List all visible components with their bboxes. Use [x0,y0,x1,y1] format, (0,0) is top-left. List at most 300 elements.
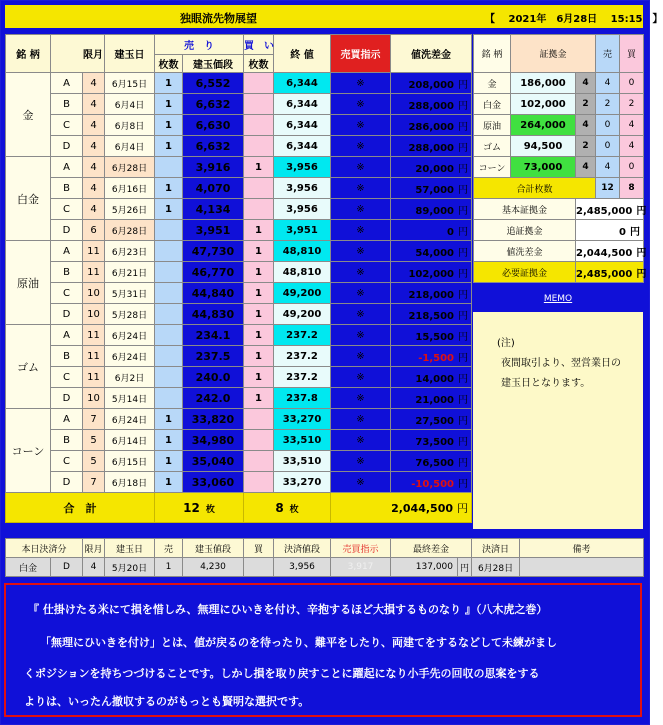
contract-month: 5 [83,430,105,451]
entry-price: 4,134 [183,199,244,220]
sell-qty [155,262,183,283]
buy-qty: 1 [244,157,274,178]
memo-panel [473,312,643,529]
table-row [6,220,472,241]
side-count-label: 合計枚数 [474,178,596,199]
sell-qty [155,283,183,304]
col-buy-qty: 枚数 [244,55,274,73]
close-price: 6,344 [274,94,331,115]
col-signal: 売買指示 [331,35,391,73]
entry-date: 6月28日 [105,220,155,241]
close-price: 33,270 [274,409,331,430]
entry-price: 242.0 [183,388,244,409]
settle-col-date: 決済日 [472,539,520,558]
entry-date: 6月8日 [105,115,155,136]
memo-line-1: 夜間取引より、翌営業日の [501,358,621,369]
buy-qty: 1 [244,346,274,367]
entry-price: 33,060 [183,472,244,493]
yen-unit: 円 [458,436,468,448]
trade-signal: ※ [331,304,391,325]
side-brand: 金 [474,73,511,94]
buy-qty: 1 [244,241,274,262]
table-row [6,304,472,325]
contract-month: 11 [83,241,105,262]
side-brand: ゴム [474,136,511,157]
trade-signal: ※ [331,136,391,157]
side-qty: 2 [576,136,596,157]
side-col-margin: 証拠金 [511,35,596,73]
col-sell-qty: 枚数 [155,55,183,73]
side-diff-row [474,241,644,262]
side-row [474,115,644,136]
sell-qty [155,220,183,241]
pl-cell [391,304,472,325]
slot-label: C [51,367,83,388]
side-need-label: 必要証拠金 [474,262,576,283]
sell-qty [155,346,183,367]
entry-price: 34,980 [183,430,244,451]
table-row [6,157,472,178]
buy-qty: 1 [244,367,274,388]
pl-value: 57,000 [415,184,454,196]
entry-date: 5月26日 [105,199,155,220]
close-price: 49,200 [274,304,331,325]
sell-qty: 1 [155,94,183,115]
buy-qty [244,199,274,220]
settle-col-buy: 買 [244,539,274,558]
table-row [6,136,472,157]
quote-line-1: 『 仕掛けたる米にて損を惜しみ、無理にひいきを付け、辛抱するほど大損するものなり 』（八木虎之巻） [28,603,548,616]
buy-qty [244,409,274,430]
settle-close: 3,956 [274,558,331,577]
pl-cell [391,199,472,220]
yen-unit: 円 [458,226,468,238]
table-row [6,178,472,199]
pl-cell [391,388,472,409]
pl-value: 76,500 [415,457,454,469]
side-sell: 2 [596,94,620,115]
side-sell: 0 [596,136,620,157]
trade-signal: ※ [331,157,391,178]
settle-buy-qty [244,558,274,577]
buy-qty [244,430,274,451]
yen-unit: 円 [458,184,468,196]
close-price: 3,956 [274,199,331,220]
entry-date: 6月4日 [105,94,155,115]
sell-qty [155,304,183,325]
side-brand: コーン [474,157,511,178]
pl-cell [391,430,472,451]
table-row [6,367,472,388]
pl-value: 218,500 [408,310,454,322]
side-row [474,136,644,157]
side-base-label: 基本証拠金 [474,199,576,220]
contract-month: 4 [83,94,105,115]
settle-month: 4 [83,558,105,577]
close-price: 3,951 [274,220,331,241]
trade-signal: ※ [331,241,391,262]
slot-label: B [51,346,83,367]
col-pl: 値洗差金 [391,35,472,73]
contract-month: 10 [83,388,105,409]
side-count-buy: 8 [620,178,644,199]
pl-cell [391,283,472,304]
pl-cell [391,220,472,241]
pl-cell [391,94,472,115]
yen-unit: 円 [458,268,468,280]
side-buy: 0 [620,73,644,94]
side-buy: 4 [620,136,644,157]
pl-value: -1,500 [418,352,454,364]
contract-month: 11 [83,325,105,346]
pl-cell [391,73,472,94]
slot-label: D [51,220,83,241]
slot-label: A [51,325,83,346]
sell-qty: 1 [155,430,183,451]
entry-price: 3,951 [183,220,244,241]
close-price: 49,200 [274,283,331,304]
table-row [6,73,472,94]
buy-qty [244,451,274,472]
sell-qty: 1 [155,451,183,472]
side-qty: 4 [576,115,596,136]
contract-month: 10 [83,304,105,325]
pl-value: 208,000 [408,79,454,91]
buy-qty: 1 [244,220,274,241]
slot-label: C [51,115,83,136]
entry-date: 6月24日 [105,346,155,367]
contract-month: 5 [83,451,105,472]
settle-col-final: 最終差金 [391,539,472,558]
side-qty: 2 [576,94,596,115]
close-price: 6,344 [274,73,331,94]
trade-signal: ※ [331,451,391,472]
settle-sell-qty: 1 [155,558,183,577]
yen-unit: 円 [458,79,468,91]
entry-date: 6月14日 [105,430,155,451]
buy-qty [244,136,274,157]
yen-unit: 円 [458,121,468,133]
entry-date: 6月4日 [105,136,155,157]
trade-signal: ※ [331,325,391,346]
side-count-row [474,178,644,199]
pl-value: 20,000 [415,163,454,175]
entry-date: 6月2日 [105,367,155,388]
pl-value: 0 [447,226,454,238]
side-margin: 94,500 [511,136,576,157]
side-add-cell [576,220,644,241]
side-row [474,94,644,115]
slot-label: D [51,136,83,157]
side-buy: 2 [620,94,644,115]
slot-label: A [51,73,83,94]
table-row [6,409,472,430]
side-base-cell [576,199,647,220]
settle-col-label: 本日決済分 [6,539,83,558]
sell-qty [155,157,183,178]
side-margin: 186,000 [511,73,576,94]
contract-month: 4 [83,73,105,94]
side-diff-value: 2,044,500 [576,247,633,259]
sell-qty: 1 [155,199,183,220]
yen-unit: 円 [458,289,468,301]
total-sell-value: 12 [183,500,200,515]
buy-qty: 1 [244,304,274,325]
group-name: 白金 [6,157,51,241]
sell-qty: 1 [155,178,183,199]
entry-price: 47,730 [183,241,244,262]
contract-month: 6 [83,220,105,241]
quote-line-4: よりは、いったん撤収するのがもっとも賢明な選択です。 [24,695,310,708]
entry-date: 6月24日 [105,325,155,346]
trade-signal: ※ [331,283,391,304]
sell-qty: 1 [155,115,183,136]
settle-price: 4,230 [183,558,244,577]
trade-signal: ※ [331,199,391,220]
col-month: 限月 [51,35,105,73]
quote-line-2: 「無理にひいきを付け」とは、値が戻るのを待ったり、難平をしたり、両建てをするなどして未練がまし [40,636,557,649]
group-name: 金 [6,73,51,157]
pl-value: 14,000 [415,373,454,385]
close-price: 237.2 [274,325,331,346]
settle-brand: 白金 [6,558,51,577]
settle-slot: D [51,558,83,577]
side-diff-unit: 円 [636,247,647,259]
memo-link[interactable]: MEMO [473,290,643,312]
side-count-sell: 12 [596,178,620,199]
buy-qty [244,472,274,493]
positions-table [5,34,472,523]
pl-value: 15,500 [415,331,454,343]
side-col-sell: 売 [596,35,620,73]
slot-label: B [51,94,83,115]
entry-price: 44,840 [183,283,244,304]
yen-unit: 円 [458,310,468,322]
side-sell: 0 [596,115,620,136]
entry-date: 6月21日 [105,262,155,283]
entry-price: 6,552 [183,73,244,94]
table-row [6,346,472,367]
yen-unit: 円 [458,331,468,343]
table-row [6,241,472,262]
trade-signal: ※ [331,430,391,451]
trade-signal: ※ [331,178,391,199]
settle-date: 6月28日 [472,558,520,577]
pl-cell [391,346,472,367]
contract-month: 4 [83,199,105,220]
pl-cell [391,367,472,388]
total-sell-unit: 枚 [205,504,215,515]
sell-qty [155,388,183,409]
side-brand: 白金 [474,94,511,115]
entry-price: 35,040 [183,451,244,472]
table-row [6,262,472,283]
pl-value: 286,000 [408,121,454,133]
group-name: 原油 [6,241,51,325]
sell-qty: 1 [155,73,183,94]
close-price: 6,344 [274,115,331,136]
sell-qty [155,367,183,388]
yen-unit: 円 [458,142,468,154]
side-buy: 0 [620,157,644,178]
entry-price: 4,070 [183,178,244,199]
close-price: 48,810 [274,262,331,283]
contract-month: 7 [83,472,105,493]
table-row [6,472,472,493]
yen-unit: 円 [458,457,468,469]
buy-qty [244,94,274,115]
entry-date: 6月15日 [105,451,155,472]
close-price: 48,810 [274,241,331,262]
pl-cell [391,115,472,136]
col-brand: 銘 柄 [6,35,51,73]
trade-signal: ※ [331,94,391,115]
yen-unit: 円 [458,478,468,490]
pl-value: 288,000 [408,100,454,112]
sell-qty: 1 [155,136,183,157]
total-pl-value: 2,044,500 [391,501,453,515]
sell-qty: 1 [155,472,183,493]
col-entry-date: 建玉日 [105,35,155,73]
side-base-value: 2,485,000 [576,205,633,217]
buy-qty [244,178,274,199]
side-add-value: 0 [619,226,627,238]
title-bar [5,5,663,28]
pl-cell [391,136,472,157]
contract-month: 11 [83,262,105,283]
side-qty: 4 [576,73,596,94]
side-brand: 原油 [474,115,511,136]
slot-label: B [51,262,83,283]
side-margin: 73,000 [511,157,576,178]
side-margin: 102,000 [511,94,576,115]
pl-cell [391,325,472,346]
table-row [6,451,472,472]
quote-panel [4,583,642,717]
buy-qty [244,115,274,136]
table-row [6,115,472,136]
sell-qty [155,241,183,262]
date-display: 【 2021年 6月28日 15:15 】 [485,14,663,25]
total-buy [244,493,331,523]
contract-month: 11 [83,367,105,388]
side-col-brand: 銘 柄 [474,35,511,73]
pl-value: 21,000 [415,394,454,406]
pl-value: 54,000 [415,247,454,259]
memo-note: (注) [497,338,515,349]
slot-label: B [51,178,83,199]
trade-signal: ※ [331,367,391,388]
pl-cell [391,472,472,493]
memo-line-2: 建玉日となります。 [501,378,591,389]
close-price: 237.2 [274,346,331,367]
side-add-row [474,220,644,241]
slot-label: D [51,304,83,325]
settle-final: 137,000 [391,558,458,577]
col-buy: 買 い [244,35,274,55]
slot-label: D [51,472,83,493]
contract-month: 7 [83,409,105,430]
slot-label: C [51,283,83,304]
trade-signal: ※ [331,409,391,430]
side-need-unit: 円 [636,268,647,280]
entry-price: 234.1 [183,325,244,346]
side-add-unit: 円 [630,226,641,238]
side-sell: 4 [596,157,620,178]
margin-summary-table [473,34,647,283]
total-label: 合 計 [6,493,155,523]
settle-col-notes: 備考 [520,539,644,558]
contract-month: 4 [83,115,105,136]
contract-month: 4 [83,136,105,157]
yen-unit: 円 [458,163,468,175]
close-price: 33,270 [274,472,331,493]
buy-qty: 1 [244,388,274,409]
entry-price: 44,830 [183,304,244,325]
slot-label: A [51,409,83,430]
page-title: 独眼流先物展望 [180,12,257,25]
pl-cell [391,178,472,199]
pl-value: 102,000 [408,268,454,280]
entry-date: 6月28日 [105,157,155,178]
yen-unit: 円 [458,100,468,112]
entry-price: 6,632 [183,136,244,157]
buy-qty: 1 [244,283,274,304]
buy-qty: 1 [244,262,274,283]
sell-qty [155,325,183,346]
side-qty: 4 [576,157,596,178]
yen-unit: 円 [458,352,468,364]
total-sell [155,493,244,523]
table-row [6,283,472,304]
pl-cell [391,451,472,472]
quote-line-3: くポジションを持ちつづけることです。しかし損を取り戻すことに躍起になり小手先の回収の思案をする [24,667,540,680]
trade-signal: ※ [331,220,391,241]
entry-price: 33,820 [183,409,244,430]
settle-entry: 5月20日 [105,558,155,577]
settle-col-close: 決済値段 [274,539,331,558]
settle-signal: 3,917 [331,558,391,577]
trade-signal: ※ [331,115,391,136]
group-name: ゴム [6,325,51,409]
entry-price: 46,770 [183,262,244,283]
table-row [6,199,472,220]
entry-price: 6,632 [183,94,244,115]
side-need-cell [576,262,647,283]
side-add-label: 追証拠金 [474,220,576,241]
entry-price: 240.0 [183,367,244,388]
pl-value: 288,000 [408,142,454,154]
pl-value: 27,500 [415,415,454,427]
side-diff-label: 値洗差金 [474,241,576,262]
yen-unit: 円 [458,415,468,427]
settle-col-month: 限月 [83,539,105,558]
settle-col-price: 建玉値段 [183,539,244,558]
close-price: 33,510 [274,451,331,472]
entry-date: 6月18日 [105,472,155,493]
close-price: 33,510 [274,430,331,451]
entry-date: 5月31日 [105,283,155,304]
trade-signal: ※ [331,472,391,493]
settle-col-sell: 売 [155,539,183,558]
side-need-value: 2,485,000 [576,268,633,280]
settle-col-entry: 建玉日 [105,539,155,558]
total-pl-unit: 円 [457,501,468,515]
col-sell: 売 り [155,35,244,55]
side-row [474,157,644,178]
side-row [474,73,644,94]
pl-value: 89,000 [415,205,454,217]
